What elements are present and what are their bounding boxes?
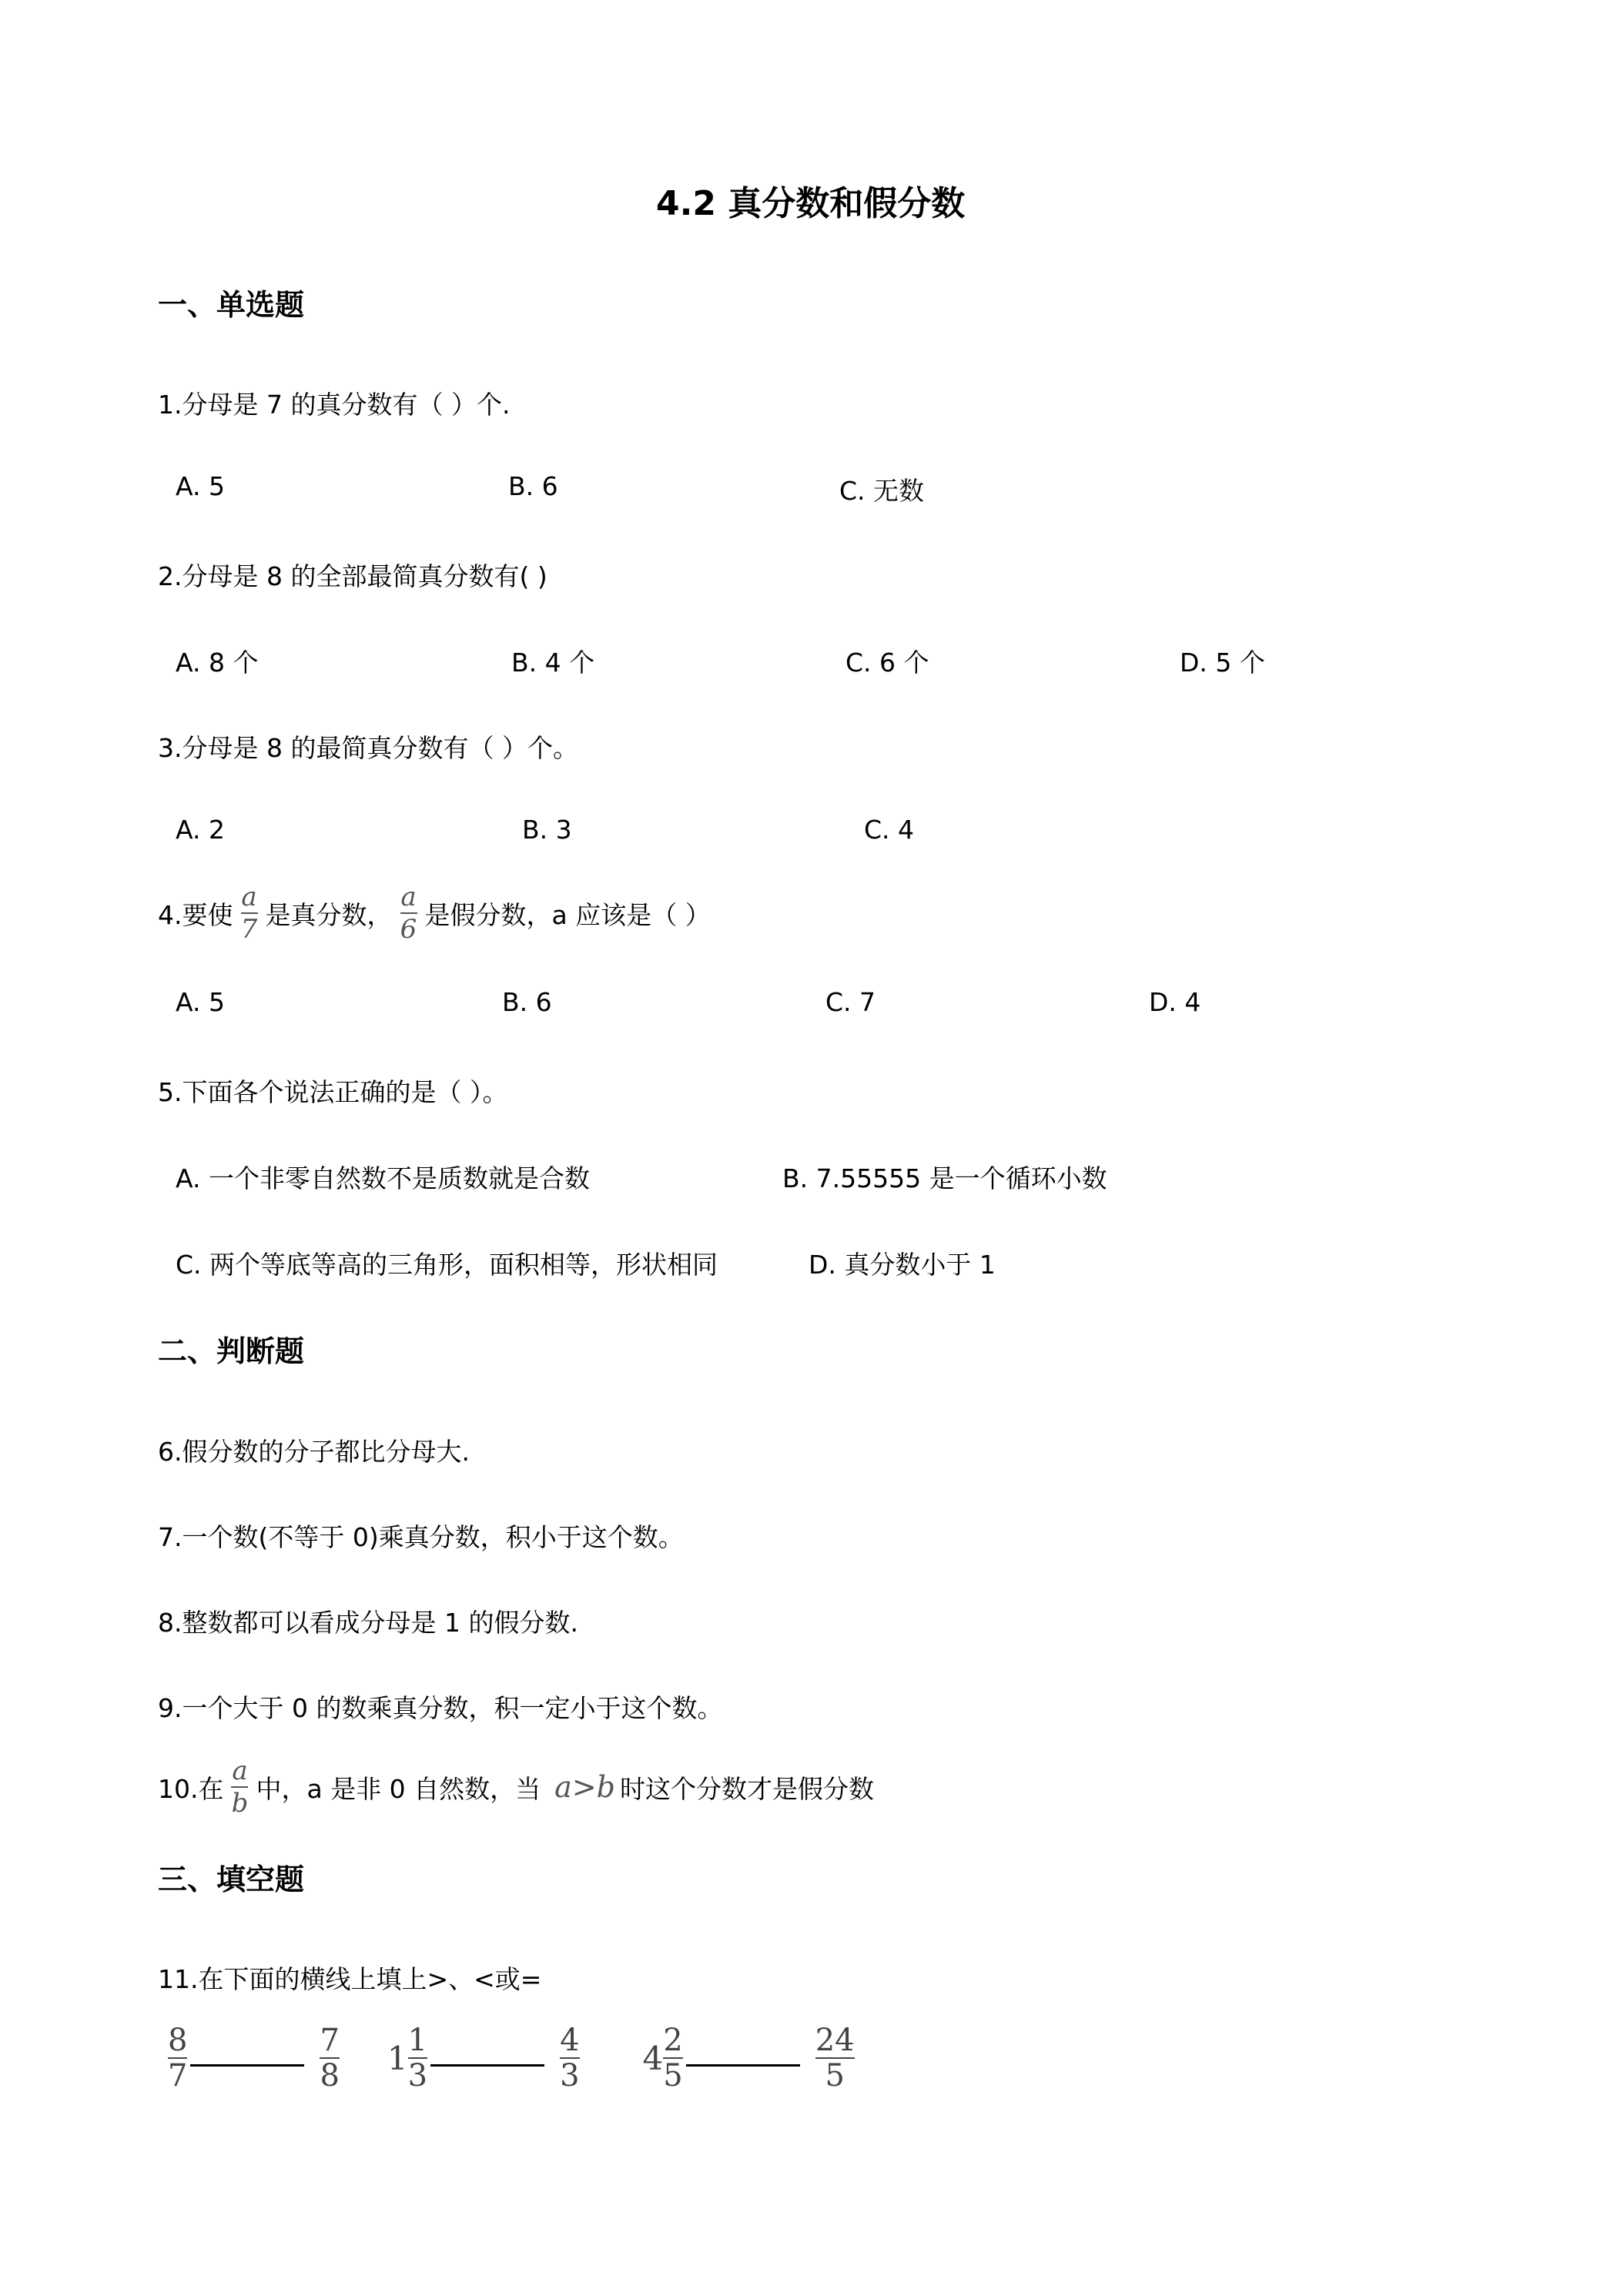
q11-pair3-right-fraction	[815, 2023, 855, 2094]
q10-frac-denominator: b	[231, 1788, 249, 1819]
q4-option-a[interactable]: A. 5	[176, 987, 225, 1017]
q5-option-c[interactable]: C. 两个等底等高的三角形，面积相等，形状相同	[176, 1250, 718, 1280]
q11-pair2-left-fraction	[407, 2023, 428, 2094]
q3-option-a[interactable]: A. 2	[176, 815, 225, 845]
numerator: 24	[815, 2023, 855, 2058]
section-heading-true-false: 二、判断题	[158, 1334, 305, 1368]
q5-option-d[interactable]: D. 真分数小于 1	[809, 1250, 996, 1280]
q1-option-b[interactable]: B. 6	[508, 471, 558, 501]
q2-option-a[interactable]: A. 8 个	[176, 648, 259, 678]
question-7: 7.一个数(不等于 0)乘真分数，积小于这个数。	[158, 1522, 684, 1552]
q4-option-d[interactable]: D. 4	[1149, 987, 1201, 1017]
question-8: 8.整数都可以看成分母是 1 的假分数.	[158, 1608, 578, 1638]
q11-pair1-right-fraction	[320, 2023, 340, 2094]
denominator: 3	[407, 2058, 428, 2094]
q11-pair2-blank[interactable]	[430, 2064, 544, 2067]
denominator: 5	[663, 2058, 683, 2094]
numerator: 8	[168, 2023, 188, 2058]
q11-pair-1	[168, 2023, 340, 2094]
q4-frac1-numerator: a	[241, 882, 257, 912]
page-title: 4.2 真分数和假分数	[656, 184, 966, 223]
question-2: 2.分母是 8 的全部最简真分数有( )	[158, 561, 547, 591]
q4-middle: 是真分数，	[265, 899, 393, 930]
question-6: 6.假分数的分子都比分母大.	[158, 1437, 470, 1467]
numerator: 4	[560, 2023, 580, 2058]
q5-option-a[interactable]: A. 一个非零自然数不是质数就是合数	[176, 1163, 590, 1193]
q11-pair1-blank[interactable]	[190, 2064, 304, 2067]
q4-option-b[interactable]: B. 6	[502, 987, 552, 1017]
q4-option-c[interactable]: C. 7	[825, 987, 876, 1017]
question-4	[158, 882, 711, 945]
denominator: 7	[168, 2058, 188, 2094]
numerator: 7	[320, 2023, 340, 2058]
question-10	[158, 1755, 874, 1819]
q11-pair3-blank[interactable]	[686, 2064, 800, 2067]
q4-frac1-denominator: 7	[240, 914, 258, 945]
denominator: 5	[825, 2058, 845, 2094]
q1-option-a[interactable]: A. 5	[176, 471, 225, 501]
q1-option-c[interactable]: C. 无数	[839, 476, 925, 506]
q4-suffix: 是假分数，a 应该是（ ）	[424, 899, 711, 930]
question-9: 9.一个大于 0 的数乘真分数，积一定小于这个数。	[158, 1693, 723, 1723]
q5-option-b[interactable]: B. 7.55555 是一个循环小数	[782, 1163, 1107, 1193]
q11-pair2-whole-part: 1	[387, 2039, 408, 2077]
q11-pair-3	[642, 2023, 855, 2094]
section-heading-fill-blank: 三、填空题	[158, 1863, 305, 1896]
q10-frac-numerator: a	[232, 1755, 248, 1786]
q4-fraction-a-over-6	[400, 882, 417, 945]
q2-option-b[interactable]: B. 4 个	[511, 648, 595, 678]
numerator: 2	[663, 2023, 683, 2058]
question-3: 3.分母是 8 的最简真分数有（ ）个。	[158, 733, 578, 763]
q11-pair-2	[387, 2023, 580, 2094]
q10-expression: a>b	[554, 1770, 615, 1804]
q11-pair3-whole-part: 4	[642, 2039, 664, 2077]
question-1: 1.分母是 7 的真分数有（ ）个.	[158, 390, 511, 420]
q10-middle: 中，a 是非 0 自然数，当	[256, 1773, 541, 1804]
q10-suffix: 时这个分数才是假分数	[620, 1773, 874, 1804]
q2-option-c[interactable]: C. 6 个	[845, 648, 929, 678]
q2-option-d[interactable]: D. 5 个	[1180, 648, 1265, 678]
q11-pair1-left-fraction	[168, 2023, 188, 2094]
denominator: 3	[560, 2058, 580, 2094]
question-11: 11.在下面的横线上填上>、<或=	[158, 1964, 542, 1994]
q4-fraction-a-over-7	[240, 882, 258, 945]
question-5: 5.下面各个说法正确的是（ ）。	[158, 1077, 508, 1107]
q4-frac2-numerator: a	[400, 882, 417, 912]
denominator: 8	[320, 2058, 340, 2094]
q3-option-c[interactable]: C. 4	[864, 815, 915, 845]
q10-prefix: 10.在	[158, 1773, 224, 1804]
q11-comparisons	[168, 2023, 855, 2094]
q11-pair2-right-fraction	[560, 2023, 580, 2094]
q3-option-b[interactable]: B. 3	[522, 815, 572, 845]
q4-prefix: 4.要使	[158, 899, 233, 930]
q4-frac2-denominator: 6	[400, 914, 417, 945]
section-heading-single-choice: 一、单选题	[158, 288, 305, 322]
q10-fraction-a-over-b	[231, 1755, 249, 1819]
q11-pair3-left-fraction	[663, 2023, 683, 2094]
numerator: 1	[407, 2023, 428, 2058]
